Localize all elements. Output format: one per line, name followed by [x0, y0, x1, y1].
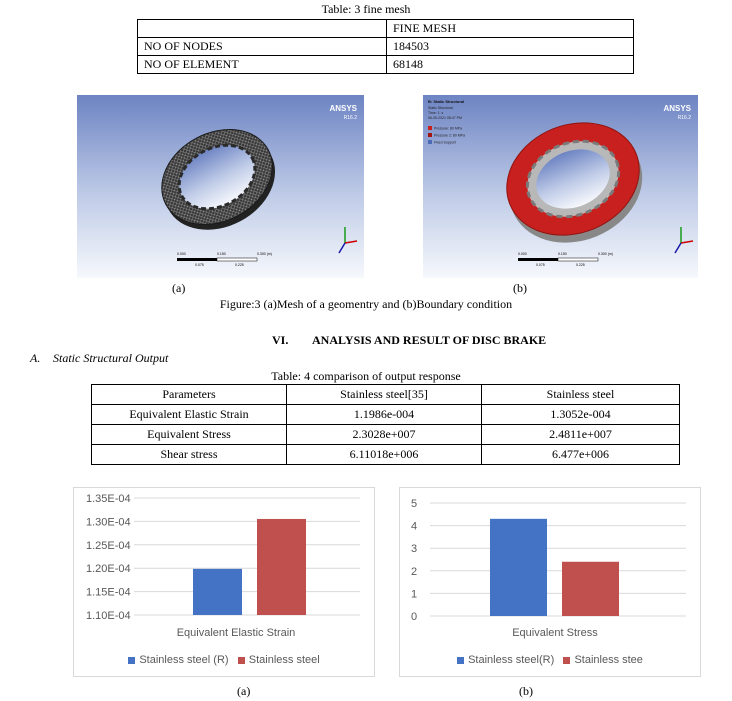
y-tick-label: 4: [410, 520, 418, 533]
table-header: Stainless steel: [482, 385, 680, 405]
table-row: [92, 405, 680, 425]
y-tick-label: 1.35E-04: [86, 493, 131, 505]
svg-text:Time: 1. s: Time: 1. s: [428, 111, 444, 115]
table-cell: 2.4811e+007: [482, 425, 680, 445]
section-number: VI.: [272, 333, 289, 347]
table-row: [92, 445, 680, 465]
y-tick-label: 0: [410, 611, 418, 623]
svg-text:B: Static Structural: B: Static Structural: [428, 99, 465, 104]
figure3-caption: Figure:3 (a)Mesh of a geomentry and (b)Boundary condition: [219, 297, 513, 311]
table-header: FINE MESH: [387, 20, 634, 38]
panel-b-label: (b): [513, 281, 527, 295]
table3: [137, 19, 634, 74]
table-cell: Shear stress: [92, 445, 287, 465]
version-label: R16.2: [677, 115, 691, 121]
chart-b: [399, 487, 701, 677]
svg-text:0.300 (m): 0.300 (m): [598, 252, 613, 256]
legend-entry: Stainless steel: [248, 654, 320, 666]
boundary-condition-image: [423, 95, 698, 278]
brand-logo: ANSYS: [663, 104, 691, 113]
svg-text:0.150: 0.150: [558, 252, 567, 256]
legend-swatch: [563, 657, 570, 664]
table-cell: 68148: [387, 56, 634, 74]
table-row: [138, 38, 634, 56]
y-tick-label: 5: [410, 498, 418, 510]
legend-entry: Stainless stee: [574, 654, 643, 666]
bar-series-2: [257, 519, 306, 615]
bar-series-2: [562, 562, 619, 616]
bar-series-1: [490, 519, 547, 616]
x-axis-label: Equivalent Elastic Strain: [176, 627, 296, 639]
svg-text:0.150: 0.150: [217, 252, 226, 256]
y-tick-label: 1: [410, 588, 418, 601]
y-tick-label: 3: [410, 543, 418, 556]
y-tick-label: 1.15E-04: [86, 586, 131, 599]
y-tick-label: 1.20E-04: [86, 563, 131, 576]
svg-text:Fixed Support: Fixed Support: [434, 140, 456, 145]
table-row: [138, 20, 634, 38]
svg-text:0.000: 0.000: [518, 252, 527, 256]
svg-text:0.225: 0.225: [576, 263, 585, 267]
svg-text:06-05-2021 08:47 PM: 06-05-2021 08:47 PM: [428, 116, 462, 120]
table-cell: NO OF NODES: [138, 38, 387, 56]
panel-a-label: (a): [172, 281, 186, 295]
legend-swatch: [457, 657, 464, 664]
chart-a-legend: [74, 654, 374, 666]
table-cell: NO OF ELEMENT: [138, 56, 387, 74]
chart-b-plot: [400, 488, 700, 648]
table-cell: 1.1986e-004: [287, 405, 482, 425]
table-row: [138, 56, 634, 74]
table4-caption: Table: 4 comparison of output response: [271, 369, 461, 383]
legend-swatch: [128, 657, 135, 664]
y-tick-label: 1.30E-04: [86, 516, 131, 529]
table-cell: [138, 20, 387, 38]
chart-a-plot: [74, 488, 374, 648]
svg-text:0.225: 0.225: [235, 263, 244, 267]
svg-text:0.000: 0.000: [177, 252, 186, 256]
table-cell: 1.3052e-004: [482, 405, 680, 425]
table-cell: 2.3028e+007: [287, 425, 482, 445]
subsection-title: Static Structural Output: [53, 351, 169, 365]
chart-a: [73, 487, 375, 677]
section-title: ANALYSIS AND RESULT OF DISC BRAKE: [312, 333, 547, 347]
svg-text:Static Structural: Static Structural: [428, 106, 453, 110]
mesh-image: [77, 95, 364, 278]
y-tick-label: 1.10E-04: [86, 610, 131, 622]
table-cell: Equivalent Stress: [92, 425, 287, 445]
chart-b-legend: [400, 654, 700, 666]
svg-text:0.075: 0.075: [195, 263, 204, 267]
table-row: [92, 385, 680, 405]
figure3-panel-b: [423, 95, 698, 278]
version-label: R16.2: [343, 115, 357, 121]
table-header: Parameters: [92, 385, 287, 405]
table-row: [92, 425, 680, 445]
y-tick-label: 2: [410, 565, 418, 578]
chart-a-label: (a): [237, 684, 251, 698]
table4: [91, 384, 680, 465]
svg-text:0.300 (m): 0.300 (m): [257, 252, 272, 256]
table-cell: 184503: [387, 38, 634, 56]
svg-text:Pressure 2: 80 MPa: Pressure 2: 80 MPa: [434, 133, 465, 138]
bar-series-1: [193, 569, 242, 615]
table-header: Stainless steel[35]: [287, 385, 482, 405]
y-tick-label: 1.25E-04: [86, 539, 131, 552]
table-cell: Equivalent Elastic Strain: [92, 405, 287, 425]
legend-swatch: [238, 657, 245, 664]
legend-entry: Stainless steel (R): [139, 654, 229, 666]
table-cell: 6.11018e+006: [287, 445, 482, 465]
x-axis-label: Equivalent Stress: [512, 627, 598, 639]
table-cell: 6.477e+006: [482, 445, 680, 465]
table3-caption: Table: 3 fine mesh: [321, 2, 411, 16]
legend-entry: Stainless steel(R): [468, 654, 555, 666]
chart-b-label: (b): [519, 684, 533, 698]
subsection-letter: A.: [30, 351, 41, 365]
brand-logo: ANSYS: [329, 104, 357, 113]
svg-text:Pressure: 80 MPa: Pressure: 80 MPa: [434, 126, 463, 131]
svg-text:0.075: 0.075: [536, 263, 545, 267]
figure3-panel-a: [77, 95, 364, 278]
